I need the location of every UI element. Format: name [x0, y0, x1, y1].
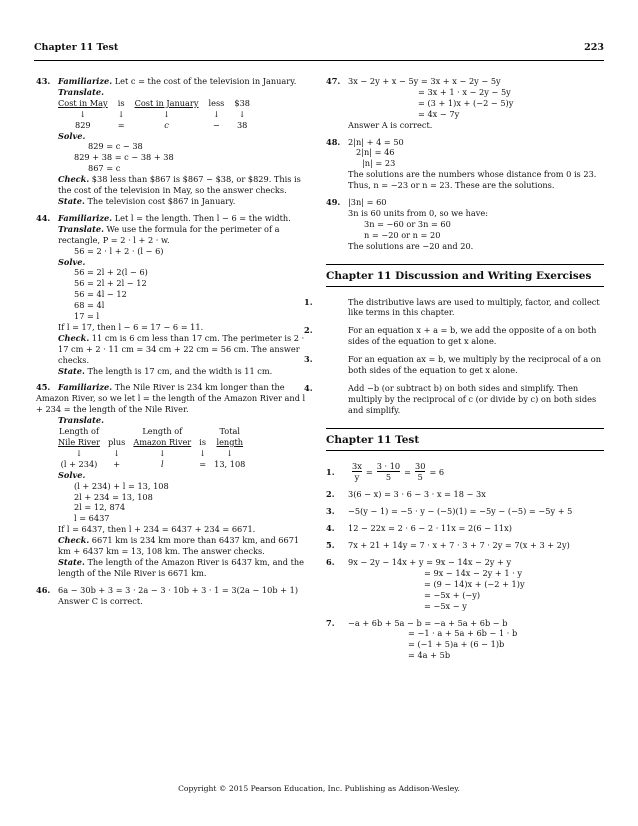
test-7: 7. −a + 6b + 5a − b = −a + 5a + 6b − b = −1 · a + 5a + 6b − 1 · b = (−1 + 5)a + (6 − 1)b = 4a + 5b [326, 617, 518, 661]
page-header [34, 42, 604, 53]
problem-47: 47. 3x − 2y + x − 5y = 3x + x − 2y − 5y = 3x + 1 · x − 2y − 5y = (3 + 1)x + (−2 − 5)y = 4x − 7y Answer A is correct. [326, 76, 514, 130]
list-item: 1. The distributive laws are used to multiply, factor, and collect like terms in this chapter. [304, 296, 600, 318]
test-6: 6. 9x − 2y − 14x + y = 9x − 14x − 2y + y = 9x − 14x − 2y + 1 · y = (9 − 14)x + (−2 + 1)y = −5x + (−y) = −5x − y [326, 557, 525, 611]
right-column [304, 76, 604, 667]
test-section-title: Chapter 11 Test [326, 428, 604, 446]
test-3: 3. −5(y − 1) = −5 · y − (−5)(1) = −5y − (−5) = −5y + 5 [326, 506, 573, 517]
test-5: 5. 7x + 21 + 14y = 7 · x + 7 · 3 + 7 · 2y = 7(x + 3 + 2y) [326, 540, 570, 551]
problem-48: 48. 2|n| + 4 = 50 2|n| = 46 |n| = 23 The solutions are the numbers whose distance from 0 is 23. Thus, n = −23 or n = 23. These are the solutions. [326, 136, 597, 191]
copyright-footer: Copyright © 2015 Pearson Education, Inc. Publishing as Addison-Wesley. [178, 784, 460, 793]
translate-diagram-43: Cost in May ↓ 829 is ↓ = Cost in January ↓ c less ↓ − $38 ↓ 38 [58, 97, 250, 130]
list-item: 3. For an equation ax = b, we multiply by the reciprocal of a on both sides of the equation to get x alone. [304, 354, 601, 376]
list-item: 2. For an equation x + a = b, we add the opposite of a on both sides of the equation to get x alone. [304, 325, 597, 347]
problem-49: 49. |3n| = 60 3n is 60 units from 0, so we have: 3n = −60 or 3n = 60 n = −20 or n = 20 The solutions are −20 and 20. [326, 197, 489, 251]
left-column [36, 76, 306, 613]
page-number: 223 [584, 42, 604, 53]
problem-45: 45. Familiarize. The Nile River is 234 km longer than the Amazon River, so we let l = the length of the Amazon River and l + 234 = the length of the Nile River. Translate. Length of Nile River ↓ (l + 234) plus ↓ + Length of Amazon River ↓ l is ↓ = Total length ↓ 13, 108 Solve. (l + 234) + l = 13, 108 2l + 234 = 13, 108 2l = 12, 874 l = 6437 If l = 6437, then l + 234 = 6437 + 234 = 6671. Check. 6671 km is 234 km more than 6437 km, and 6671 km + 6437 km = 13, 108 km. The answer checks. State. The length of the Amazon River is 6437 km, and the length of the Nile River is 6671 km. [36, 382, 306, 578]
problem-43: 43. Familiarize. Let c = the cost of the television in January. Translate. Cost in May ↓ 829 is ↓ = Cost in January ↓ c less ↓ − $38 ↓ 38 Solve. 829 = c − 38 829 + 38 = c − 38 + 38 867 = c Check. $38 less than $867 is $867 − $38, or $829. This is the cost of the television in May, so the answer checks. State. The television cost $867 in January. [36, 76, 306, 207]
header-rule [34, 60, 604, 61]
discussion-list [304, 296, 604, 416]
test-1: 1. $\frac{3x}{y}$ = $\frac{3 \cdot 10}{5}$ = $\frac{30}{5}$ = 6 [326, 460, 445, 483]
translate-diagram-45: Length of Nile River ↓ (l + 234) plus ↓ + Length of Amazon River ↓ l is ↓ = Total length ↓ 13, 108 [58, 426, 246, 469]
problem-46: 46. 6a − 30b + 3 = 3 · 2a − 3 · 10b + 3 · 1 = 3(2a − 10b + 1) Answer C is correct. [36, 584, 299, 606]
list-item: 4. Add −b (or subtract b) on both sides and simplify. Then multiply by the reciprocal of c (or divide by c) on both sides and simplify. [304, 382, 597, 415]
test-4: 4. 12 − 22x = 2 · 6 − 2 · 11x = 2(6 − 11x) [326, 523, 512, 534]
problem-44: 44. Familiarize. Let l = the length. Then l − 6 = the width. Translate. We use the formula for the perimeter of a rectangle, P = 2 · l + 2 · w. 56 = 2 · l + 2 · (l − 6) Solve. 56 = 2l + 2(l − 6) 56 = 2l + 2l − 12 56 = 4l − 12 68 = 4l 17 = l If l = 17, then l − 6 = 17 − 6 = 11. Check. 11 cm is 6 cm less than 17 cm. The perimeter is 2 · 17 cm + 2 · 11 cm = 34 cm + 22 cm = 56 cm. The answer checks. State. The length is 17 cm, and the width is 11 cm. [36, 212, 305, 376]
discussion-section-title: Chapter 11 Discussion and Writing Exercises [326, 264, 604, 282]
chapter-title: Chapter 11 Test [34, 42, 119, 53]
test-2: 2. 3(6 − x) = 3 · 6 − 3 · x = 18 − 3x [326, 489, 486, 500]
